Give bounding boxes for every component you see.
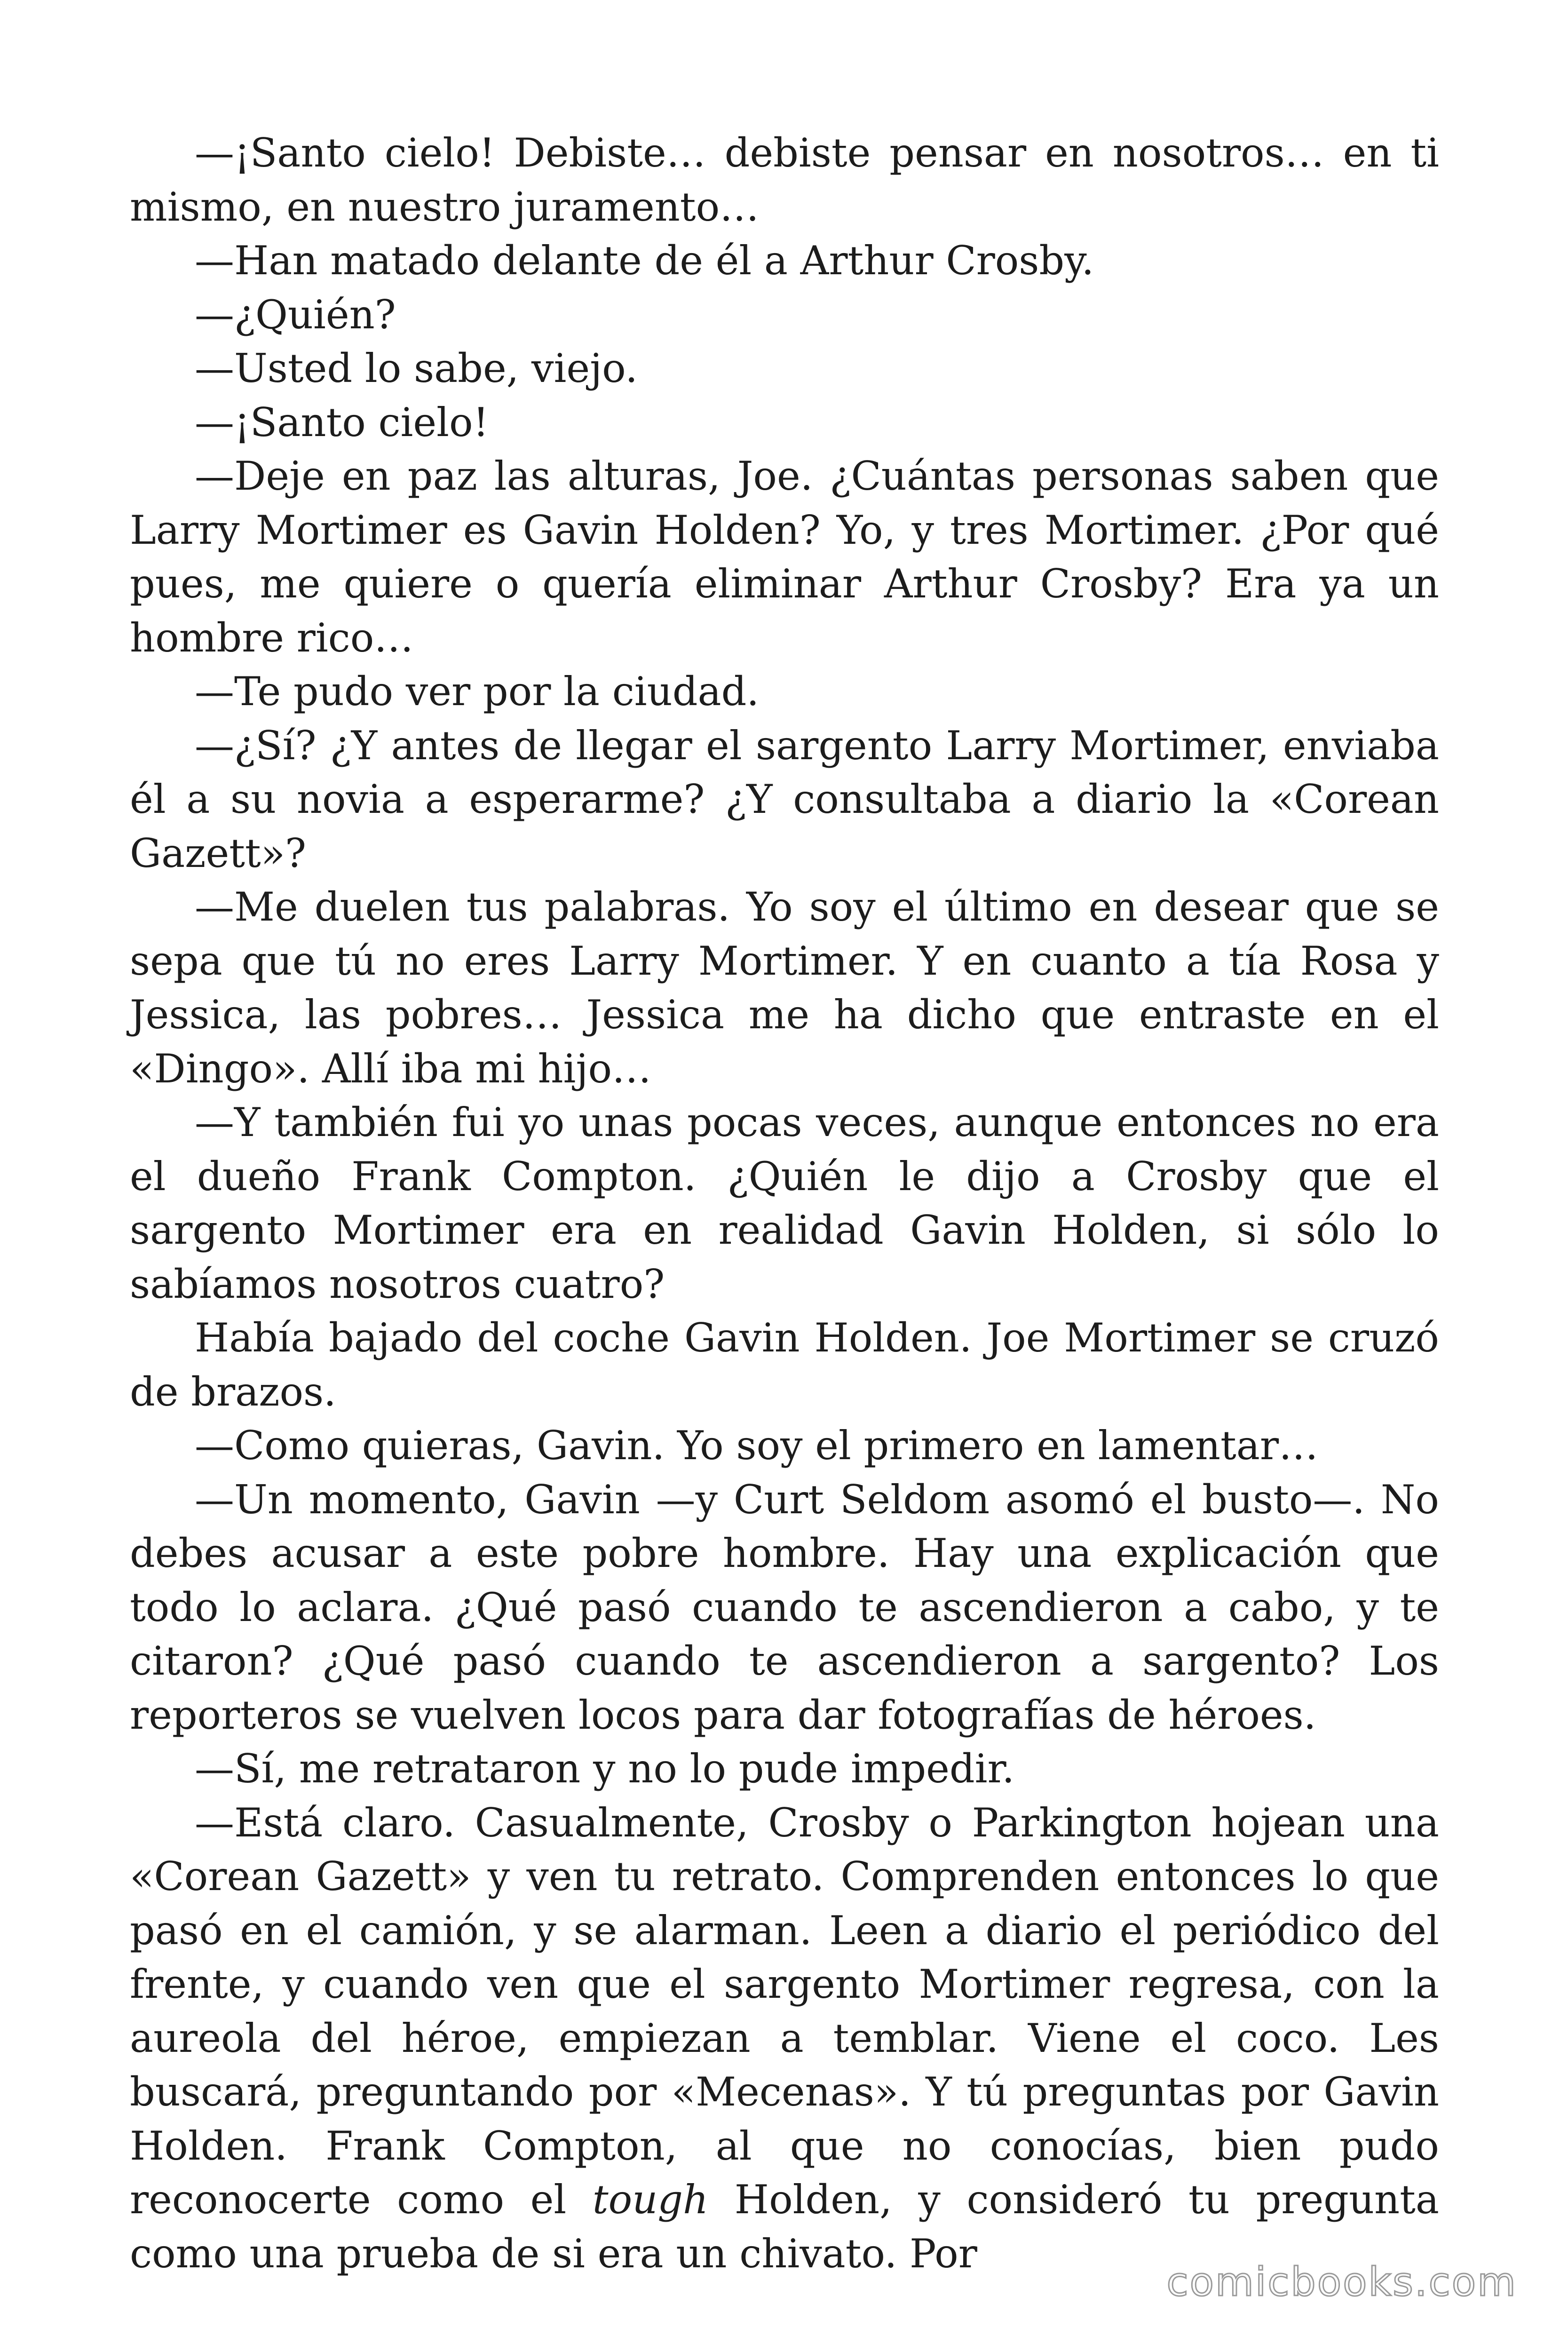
paragraph-text-after-italic: Holden, y consideró tu pregunta como una prueba de si era un chivato. Por (130, 2177, 1439, 2277)
paragraph: —Sí, me retrataron y no lo pude impedir. (195, 1746, 1015, 1792)
paragraph: —Deje en paz las alturas, Joe. ¿Cuántas personas saben que Larry Mortimer es Gavin Holden? Yo, y tres Mortimer. ¿Por qué pues, me quiere o quería eliminar Arthur Crosby? Era ya un hombre rico… (130, 453, 1439, 661)
paragraph: —Te pudo ver por la ciudad. (195, 668, 760, 715)
paragraph: —¡Santo cielo! Debiste… debiste pensar en nosotros… en ti mismo, en nuestro juramento… (130, 130, 1439, 230)
page-body-text (130, 126, 1439, 2280)
paragraph: —Como quieras, Gavin. Yo soy el primero en lamentar… (195, 1422, 1318, 1469)
paragraph: —¿Quién? (195, 291, 396, 338)
paragraph: —Han matado delante de él a Arthur Crosby. (195, 238, 1094, 284)
paragraph: —¿Sí? ¿Y antes de llegar el sargento Larry Mortimer, enviaba él a su novia a esperarme? ¿Y consultaba a diario la «Corean Gazett»? (130, 722, 1439, 876)
paragraph-text-before-italic: —Está claro. Casualmente, Crosby o Parkington hojean una «Corean Gazett» y ven tu retrato. Comprenden entonces lo que pasó en el camión, y se alarman. Leen a diario el periódico del frente, y cuando ven que el sargento Mortimer regresa, con la aureola del héroe, empiezan a temblar. Viene el coco. Les buscará, preguntando por «Mecenas». Y tú preguntas por Gavin Holden. Frank Compton, al que no conocías, bien pudo reconocerte como el (130, 1799, 1439, 2223)
watermark-logo: comicbooks.com (1166, 2259, 1517, 2305)
paragraph: —Usted lo sabe, viejo. (195, 345, 638, 391)
paragraph: —Y también fui yo unas pocas veces, aunque entonces no era el dueño Frank Compton. ¿Quién le dijo a Crosby que el sargento Mortimer era en realidad Gavin Holden, si sólo lo sabíamos nosotros cuatro? (130, 1099, 1439, 1307)
paragraph: —Me duelen tus palabras. Yo soy el último en desear que se sepa que tú no eres Larry Mortimer. Y en cuanto a tía Rosa y Jessica, las pobres… Jessica me ha dicho que entraste en el «Dingo». Allí iba mi hijo… (130, 884, 1439, 1092)
paragraph: Había bajado del coche Gavin Holden. Joe Mortimer se cruzó de brazos. (130, 1315, 1439, 1415)
paragraph: —Un momento, Gavin —y Curt Seldom asomó el busto—. No debes acusar a este pobre hombre. Hay una explicación que todo lo aclara. ¿Qué pasó cuando te ascendieron a cabo, y te citaron? ¿Qué pasó cuando te ascendieron a sargento? Los reporteros se vuelven locos para dar fotografías de héroes. (130, 1476, 1439, 1738)
paragraph: —¡Santo cielo! (195, 399, 489, 445)
paragraph-last (130, 1796, 1439, 2281)
italic-word: tough (592, 2177, 709, 2223)
